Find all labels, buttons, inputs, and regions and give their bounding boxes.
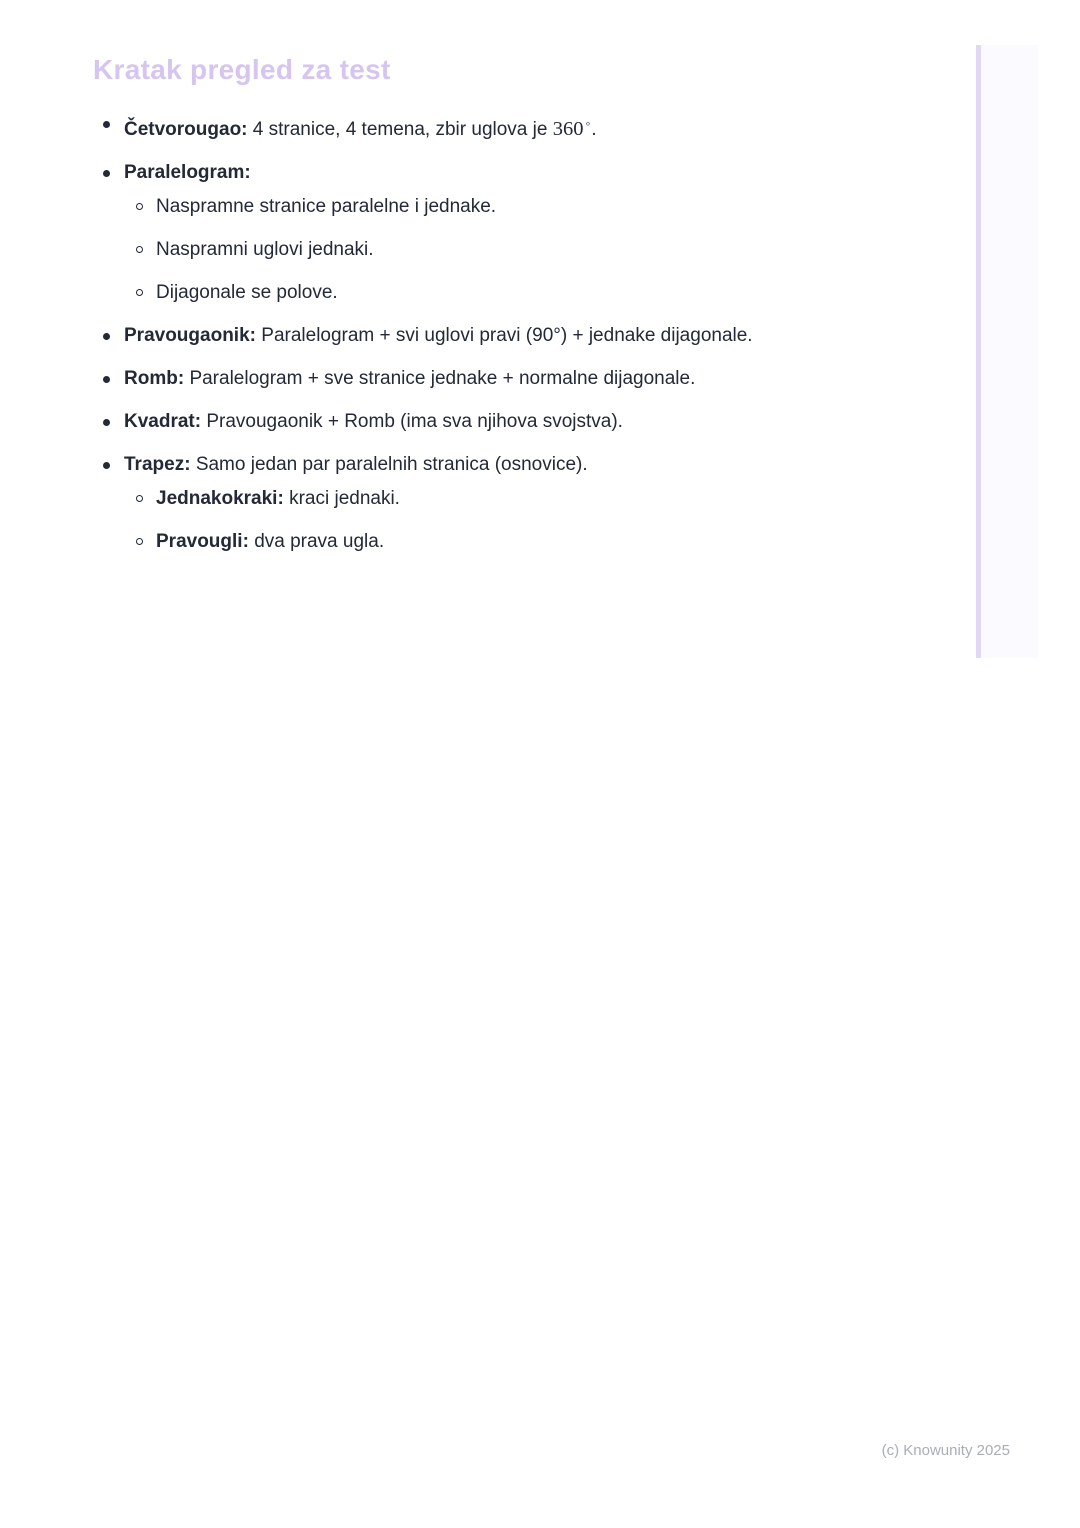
term-text: Pravougaonik + Romb (ima sva njihova svojstva). xyxy=(206,411,623,432)
math-value: 360 xyxy=(552,118,584,140)
term-label: Paralelogram: xyxy=(124,162,251,183)
right-accent-strip xyxy=(976,45,1038,658)
term-label: Trapez: xyxy=(124,454,191,475)
paralelogram-sublist xyxy=(156,192,784,308)
sub-item-label: Pravougli: xyxy=(156,531,249,552)
sub-item xyxy=(156,278,784,308)
list-item-trapez xyxy=(124,450,784,557)
summary-list-container xyxy=(124,109,784,570)
sub-item-text: Naspramne stranice paralelne i jednake. xyxy=(156,196,497,217)
list-item-paralelogram xyxy=(124,158,784,308)
list-item-romb xyxy=(124,364,784,394)
term-text: 4 stranice, 4 temena, zbir uglova je xyxy=(252,119,548,140)
list-item-cetvorougao xyxy=(124,109,784,145)
term-label: Kvadrat: xyxy=(124,411,202,432)
sub-item-text: Naspramni uglovi jednaki. xyxy=(156,239,374,260)
sub-item xyxy=(156,527,784,557)
term-label: Romb: xyxy=(124,368,185,389)
list-item-pravougaonik xyxy=(124,321,784,351)
sub-item-label: Jednakokraki: xyxy=(156,488,284,509)
page-title: Kratak pregled za test xyxy=(93,54,391,85)
sub-item-text: Dijagonale se polove. xyxy=(156,282,338,303)
term-text: Paralelogram + svi uglovi pravi (90°) + jednake dijagonale. xyxy=(261,325,753,346)
sub-item xyxy=(156,484,784,514)
list-item-kvadrat xyxy=(124,407,784,437)
sub-item-text: dva prava ugla. xyxy=(254,531,385,552)
term-text: Paralelogram + sve stranice jednake + normalne dijagonale. xyxy=(189,368,696,389)
sub-item xyxy=(156,192,784,222)
term-label: Pravougaonik: xyxy=(124,325,256,346)
trapez-sublist xyxy=(156,484,784,557)
summary-list xyxy=(124,109,784,557)
sub-item-text: kraci jednaki. xyxy=(289,488,400,509)
copyright-notice: (c) Knowunity 2025 xyxy=(881,1442,1010,1459)
term-label: Četvorougao: xyxy=(124,119,248,140)
term-text: Samo jedan par paralelnih stranica (osnovice). xyxy=(195,454,588,475)
sentence-period: . xyxy=(591,119,597,140)
sub-item xyxy=(156,235,784,265)
degree-symbol: ∘ xyxy=(584,118,592,130)
